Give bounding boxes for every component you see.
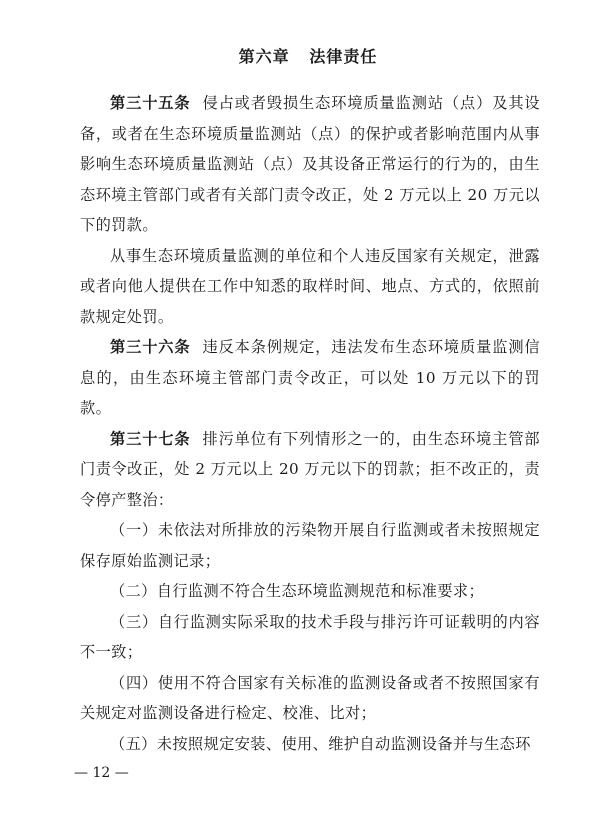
article-35 [80,88,540,241]
article-35-paragraph-2: 从事生态环境质量监测的单位和个人违反国家有关规定，泄露或者向他人提供在工作中知悉的取样时间、地点、方式的，依照前款规定处罚。 [80,246,540,326]
chapter-title: 第六章 法律责任 [238,47,378,66]
article-37-item-4: （四）使用不符合国家有关标准的监测设备或者不按照国家有关规定对监测设备进行检定、校准、比对； [80,673,540,722]
article-35-text: 侵占或者毁损生态环境质量监测站（点）及其设备，或者在生态环境质量监测站（点）的保护或者影响范围内从事影响生态环境质量监测站（点）及其设备正常运行的行为的，由生态环境主管部门或者有关部门责令改正，处 2 万元以上 20 万元以下的罚款。 [80,94,540,234]
article-36 [80,332,540,424]
article-35-label: 第三十五条 [110,94,191,112]
article-37-text: 排污单位有下列情形之一的，由生态环境主管部门责令改正，处 2 万元以上 20 万元以下的罚款；拒不改正的，责令停产整治： [80,429,540,509]
article-37-item-1: （一）未依法对所排放的污染物开展自行监测或者未按照规定保存原始监测记录； [80,521,540,570]
article-37 [80,424,540,516]
article-37-item-3: （三）自行监测实际采取的技术手段与排污许可证载明的内容不一致； [80,612,540,661]
article-37-item-2: （二）自行监测不符合生态环境监测规范和标准要求； [110,582,485,600]
article-36-label: 第三十六条 [110,338,191,356]
document-body [80,88,540,759]
article-37-item-5: （五）未按照规定安装、使用、维护自动监测设备并与生态环 [110,734,531,753]
page-number: — 12 — [74,765,129,781]
article-36-text: 违反本条例规定，违法发布生态环境质量监测信息的，由生态环境主管部门责令改正，可以处 10 万元以下的罚款。 [80,338,540,417]
article-37-label: 第三十七条 [110,429,191,448]
